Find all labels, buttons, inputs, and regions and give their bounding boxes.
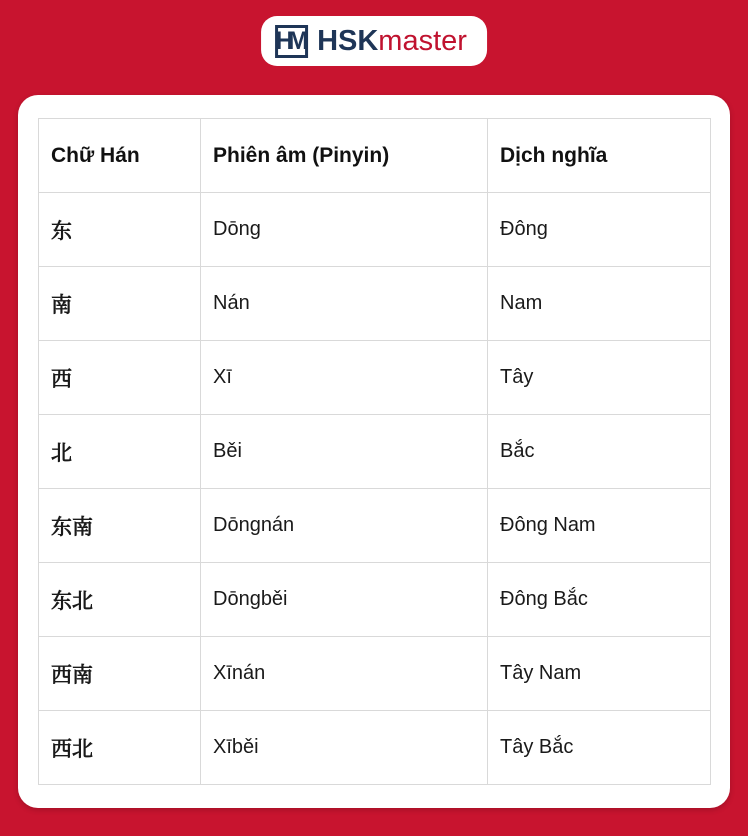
pinyin-cell: Dōngběi [201, 563, 488, 637]
pinyin-cell: Běi [201, 415, 488, 489]
pinyin-cell: Nán [201, 267, 488, 341]
table-row [39, 193, 711, 267]
column-header-hanzi: Chữ Hán [39, 119, 201, 193]
meaning-cell: Tây Bắc [488, 711, 711, 785]
hm-monogram-icon: HM [275, 25, 308, 58]
hanzi-cell: 东 [39, 193, 201, 267]
table-body [39, 193, 711, 785]
pinyin-cell: Dōngnán [201, 489, 488, 563]
meaning-cell: Tây Nam [488, 637, 711, 711]
hanzi-cell: 东北 [39, 563, 201, 637]
brand-text-master: master [378, 24, 467, 57]
table-row [39, 563, 711, 637]
hanzi-cell: 西 [39, 341, 201, 415]
meaning-cell: Đông Bắc [488, 563, 711, 637]
directions-vocabulary-table [38, 118, 711, 785]
column-header-pinyin: Phiên âm (Pinyin) [201, 119, 488, 193]
pinyin-cell: Xīběi [201, 711, 488, 785]
hanzi-cell: 东南 [39, 489, 201, 563]
hanzi-cell: 西南 [39, 637, 201, 711]
vocabulary-card [18, 95, 730, 808]
brand-text-hsk: HSK [317, 24, 379, 57]
table-row [39, 341, 711, 415]
table-row [39, 489, 711, 563]
hanzi-cell: 南 [39, 267, 201, 341]
meaning-cell: Tây [488, 341, 711, 415]
table-row [39, 637, 711, 711]
meaning-cell: Đông Nam [488, 489, 711, 563]
pinyin-cell: Xī [201, 341, 488, 415]
meaning-cell: Nam [488, 267, 711, 341]
hanzi-cell: 西北 [39, 711, 201, 785]
meaning-cell: Đông [488, 193, 711, 267]
table-row [39, 711, 711, 785]
brand-wordmark [317, 24, 467, 57]
hanzi-cell: 北 [39, 415, 201, 489]
column-header-meaning: Dịch nghĩa [488, 119, 711, 193]
pinyin-cell: Dōng [201, 193, 488, 267]
table-row [39, 415, 711, 489]
pinyin-cell: Xīnán [201, 637, 488, 711]
table-header-row [39, 119, 711, 193]
hskmaster-logo [261, 16, 487, 66]
table-header [39, 119, 711, 193]
meaning-cell: Bắc [488, 415, 711, 489]
table-row [39, 267, 711, 341]
